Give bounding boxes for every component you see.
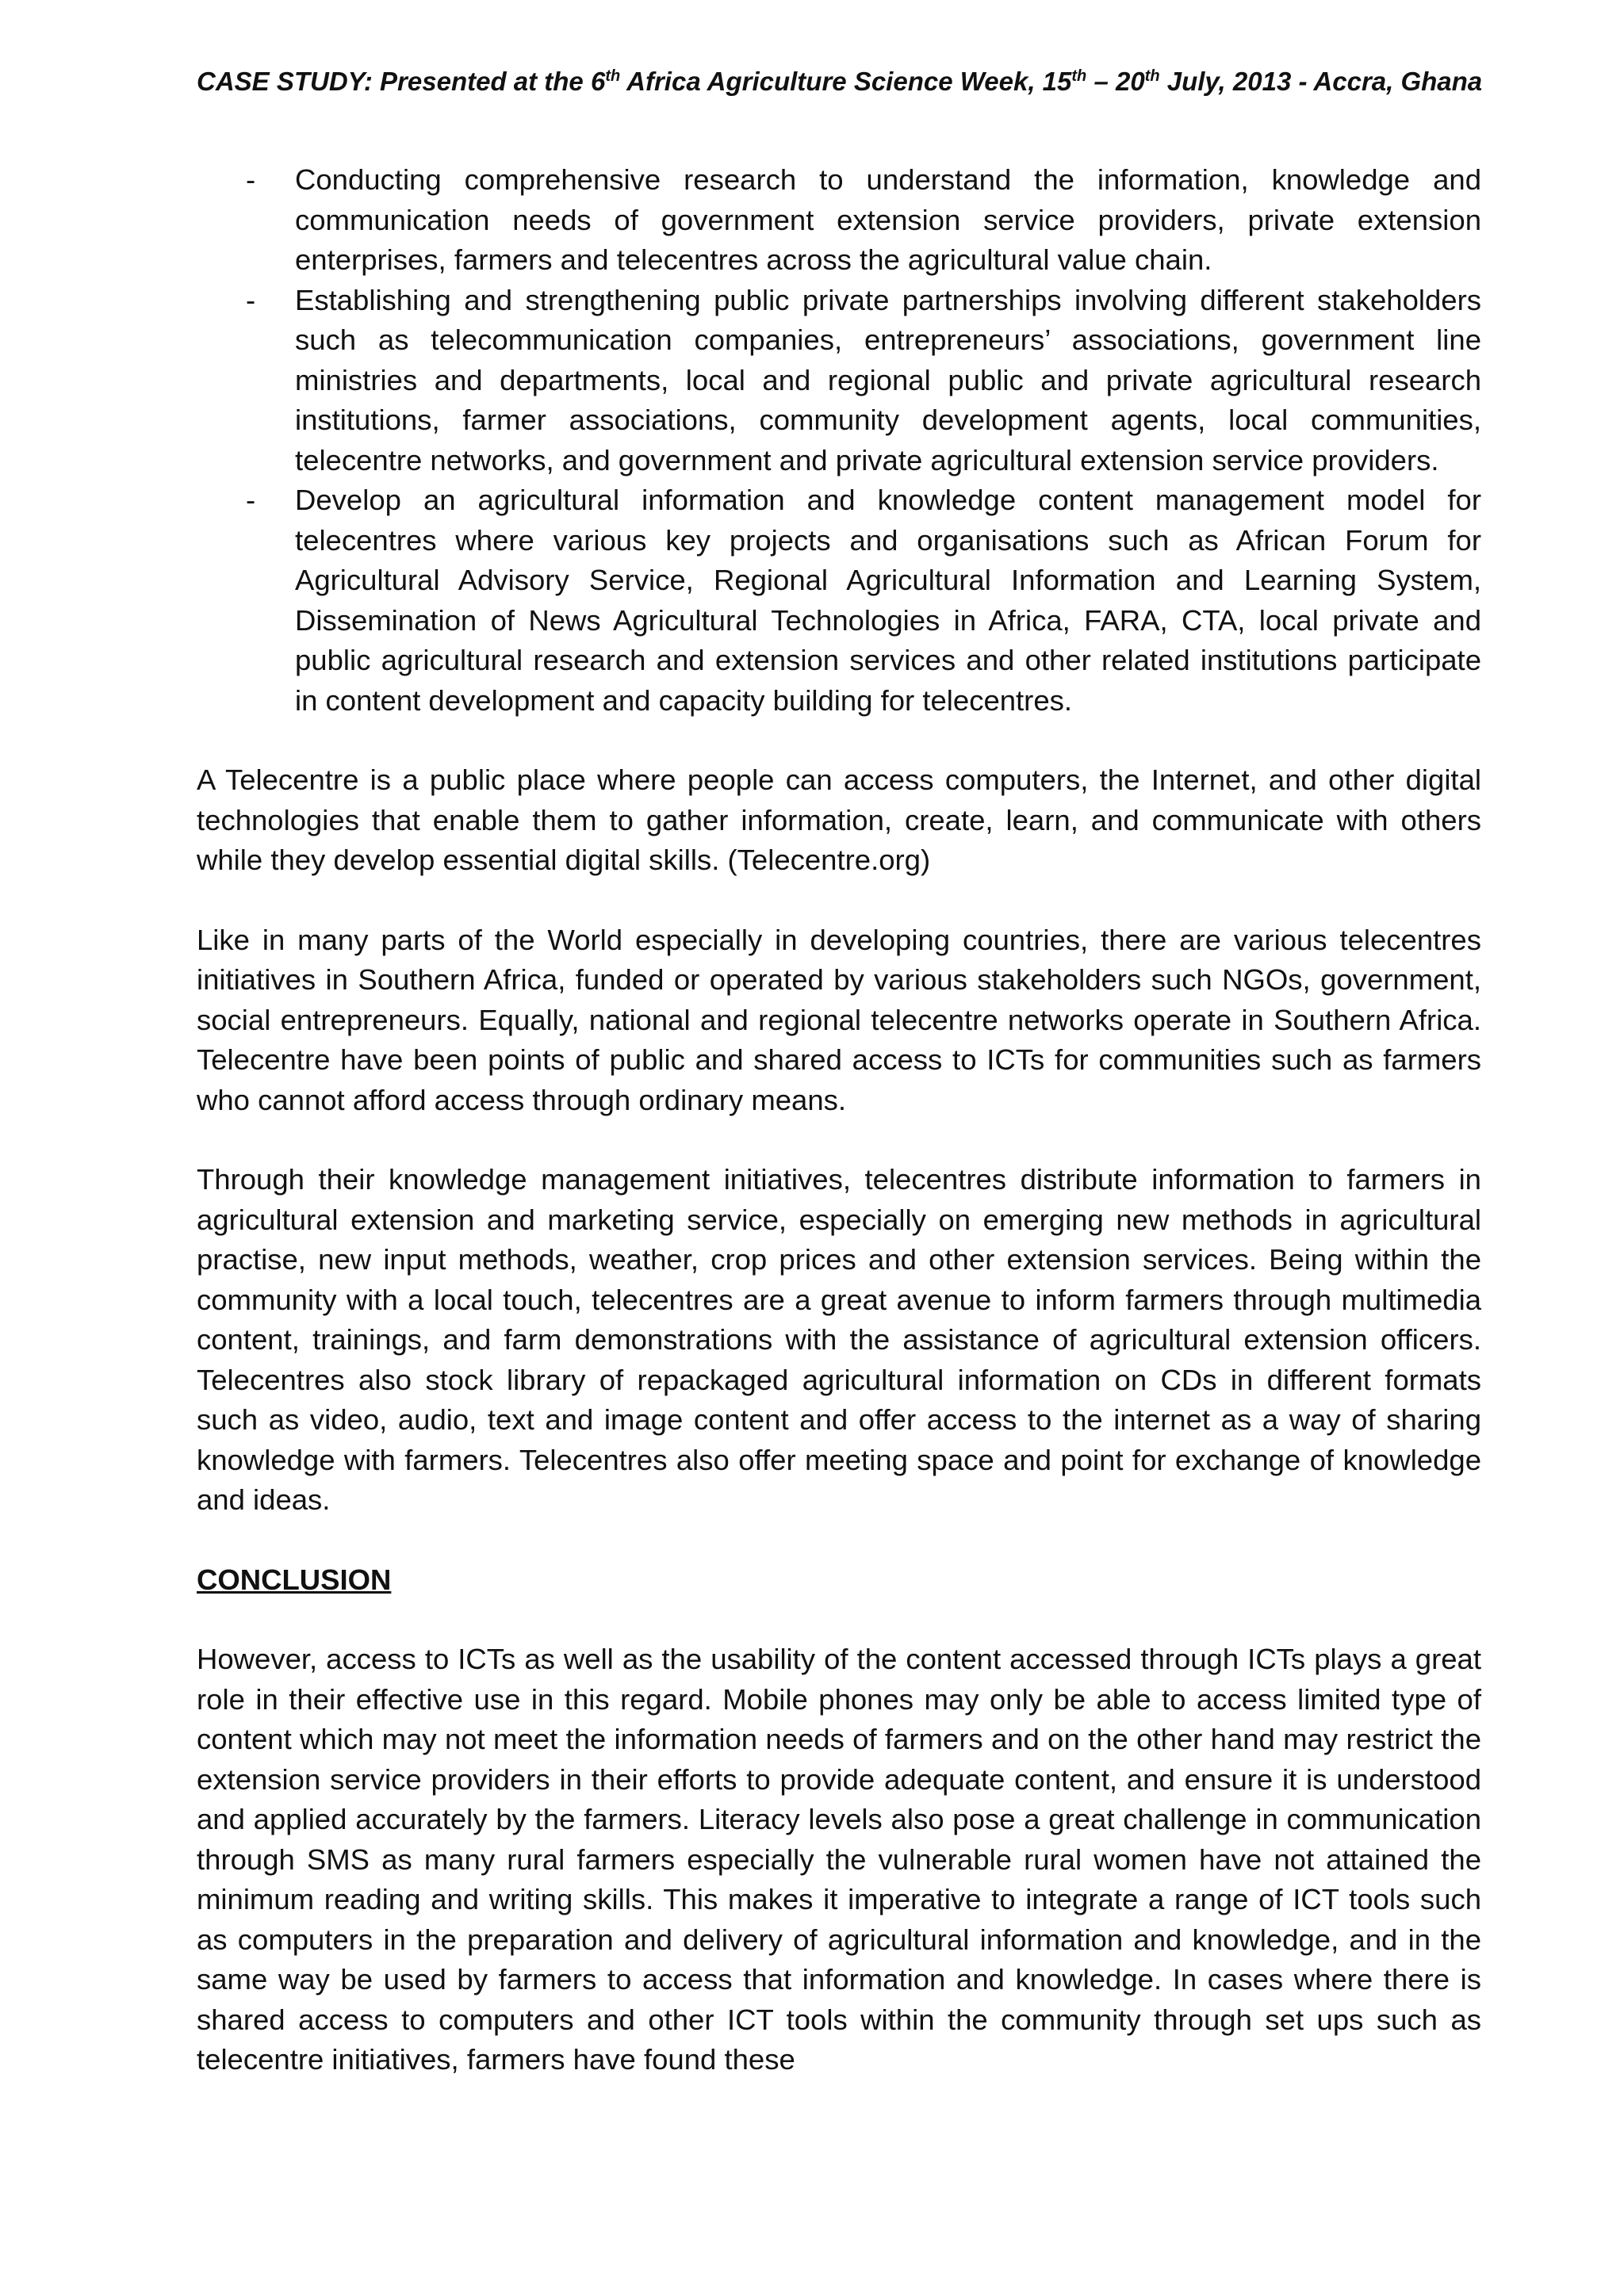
conclusion-heading: CONCLUSION (197, 1563, 392, 1596)
bullet-text: Develop an agricultural information and knowledge content management model for telecentres where various key projects and organisations such as African Forum for Agricultural Advisory Service, Regional Agricultural Information and Learning System, Dissemination of News Agricultural Technologies in Africa, FARA, CTA, local private and public agricultural research and extension services and other related institutions participate in content development and capacity building for telecentres. (295, 484, 1481, 717)
header-suffix: July, 2013 - Accra, Ghana (1159, 67, 1483, 96)
page-header (197, 62, 1481, 101)
bullet-text: Conducting comprehensive research to understand the information, knowledge and communication needs of government extension service providers, private extension enterprises, farmers and telecentres across the agricultural value chain. (295, 163, 1481, 276)
bullet-text: Establishing and strengthening public private partnerships involving different stakeholders such as telecommunication companies, entrepreneurs’ associations, government line ministries and departments, local and regional public and private agricultural research institutions, farmer associations, community development agents, local communities, telecentre networks, and government and private agricultural extension service providers. (295, 283, 1481, 476)
page-body (197, 160, 1481, 2080)
conclusion-paragraph: However, access to ICTs as well as the usability of the content accessed through ICTs plays a great role in their effective use in this regard. Mobile phones may only be able to access limited type of content which may not meet the information needs of farmers and on the other hand may restrict the extension service providers in their efforts to provide adequate content, and ensure it is understood and applied accurately by the farmers. Literacy levels also pose a great challenge in communication through SMS as many rural farmers especially the vulnerable rural women have not attained the minimum reading and writing skills. This makes it imperative to integrate a range of ICT tools such as computers in the preparation and delivery of agricultural information and knowledge, and in the same way be used by farmers to access that information and knowledge. In cases where there is shared access to computers and other ICT tools within the community through set ups such as telecentre initiatives, farmers have found these (197, 1643, 1481, 2076)
header-mid-2: – 20 (1086, 67, 1145, 96)
header-sup-3: th (1144, 67, 1160, 85)
bullet-item (197, 281, 1481, 481)
header-sup-1: th (605, 67, 621, 85)
header-prefix: CASE STUDY: Presented at the 6 (197, 67, 606, 96)
bullet-marker: - (246, 283, 256, 316)
bullet-marker: - (246, 484, 256, 516)
header-sup-2: th (1071, 67, 1087, 85)
southern-africa-paragraph: Like in many parts of the World especially in developing countries, there are various telecentres initiatives in Southern Africa, funded or operated by various stakeholders such NGOs, government, social entrepreneurs. Equally, national and regional telecentre networks operate in Southern Africa. Telecentre have been points of public and shared access to ICTs for communities such as farmers who cannot afford access through ordinary means. (197, 923, 1481, 1116)
knowledge-management-paragraph: Through their knowledge management initiatives, telecentres distribute information to farmers in agricultural extension and marketing service, especially on emerging new methods in agricultural practise, new input methods, weather, crop prices and other extension services. Being within the community with a local touch, telecentres are a great avenue to inform farmers through multimedia content, trainings, and farm demonstrations with the assistance of agricultural extension officers. Telecentres also stock library of repackaged agricultural information on CDs in different formats such as video, audio, text and image content and offer access to the internet as a way of sharing knowledge with farmers. Telecentres also offer meeting space and point for exchange of knowledge and ideas. (197, 1163, 1481, 1516)
telecentre-definition-paragraph: A Telecentre is a public place where people can access computers, the Internet, and other digital technologies that enable them to gather information, create, learn, and communicate with others while they develop essential digital skills. (Telecentre.org) (197, 763, 1481, 876)
bullet-list (197, 160, 1481, 721)
bullet-marker: - (246, 163, 256, 196)
header-mid-1: Africa Agriculture Science Week, 15 (620, 67, 1072, 96)
bullet-item (197, 480, 1481, 721)
bullet-item (197, 160, 1481, 281)
